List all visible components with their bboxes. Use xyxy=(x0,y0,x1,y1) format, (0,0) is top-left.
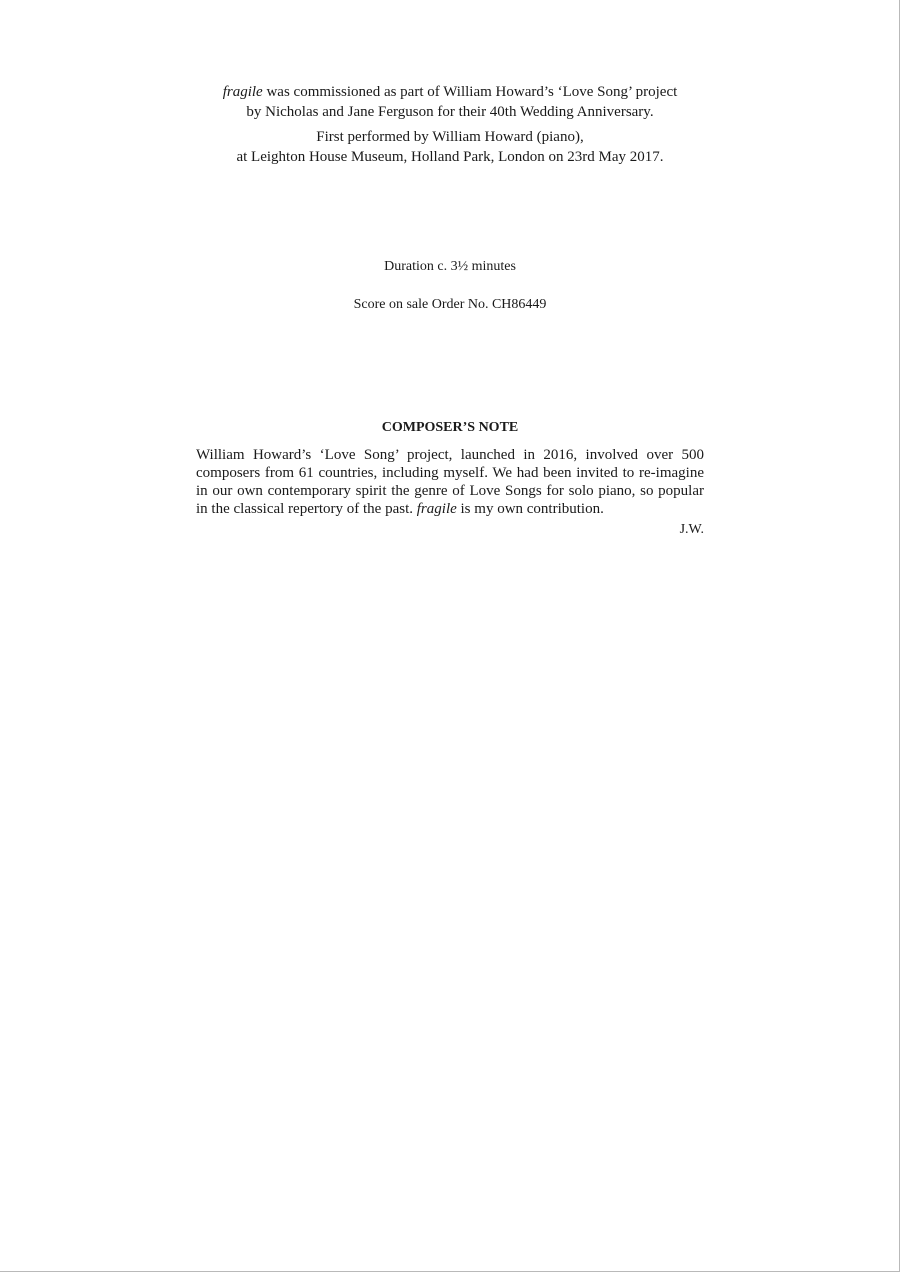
commission-line-1-text: was commissioned as part of William Howard’s ‘Love Song’ project xyxy=(262,84,678,100)
performance-paragraph xyxy=(196,127,704,167)
work-title: fragile xyxy=(222,84,263,100)
composers-note-text xyxy=(196,446,704,518)
composers-note-text-part-1: William Howard’s ‘Love Song’ project, launched in 2016, involved over 500 composers from 61 countries, including myself. We had been invited to re-imagine in our own contemporary spirit the genre of Love Songs for solo piano, so popular in the classical repertory of the past. xyxy=(196,447,704,517)
duration-text: Duration c. 3½ minutes xyxy=(384,259,516,274)
composers-note-text-part-2: is my own contribution. xyxy=(456,501,604,517)
composers-note-heading: COMPOSER’S NOTE xyxy=(381,420,519,435)
performance-line-1: First performed by William Howard (piano), xyxy=(316,129,584,145)
commission-line-2: by Nicholas and Jane Ferguson for their 40th Wedding Anniversary. xyxy=(246,104,654,120)
performance-line-2: at Leighton House Museum, Holland Park, London on 23rd May 2017. xyxy=(236,149,664,165)
commission-paragraph xyxy=(196,82,704,122)
score-sale-text: Score on sale Order No. CH86449 xyxy=(353,297,547,312)
composer-signature: J.W. xyxy=(679,522,704,537)
commission-line-1 xyxy=(196,82,704,102)
document-content xyxy=(196,82,704,539)
composers-note-work-title: fragile xyxy=(416,501,457,517)
